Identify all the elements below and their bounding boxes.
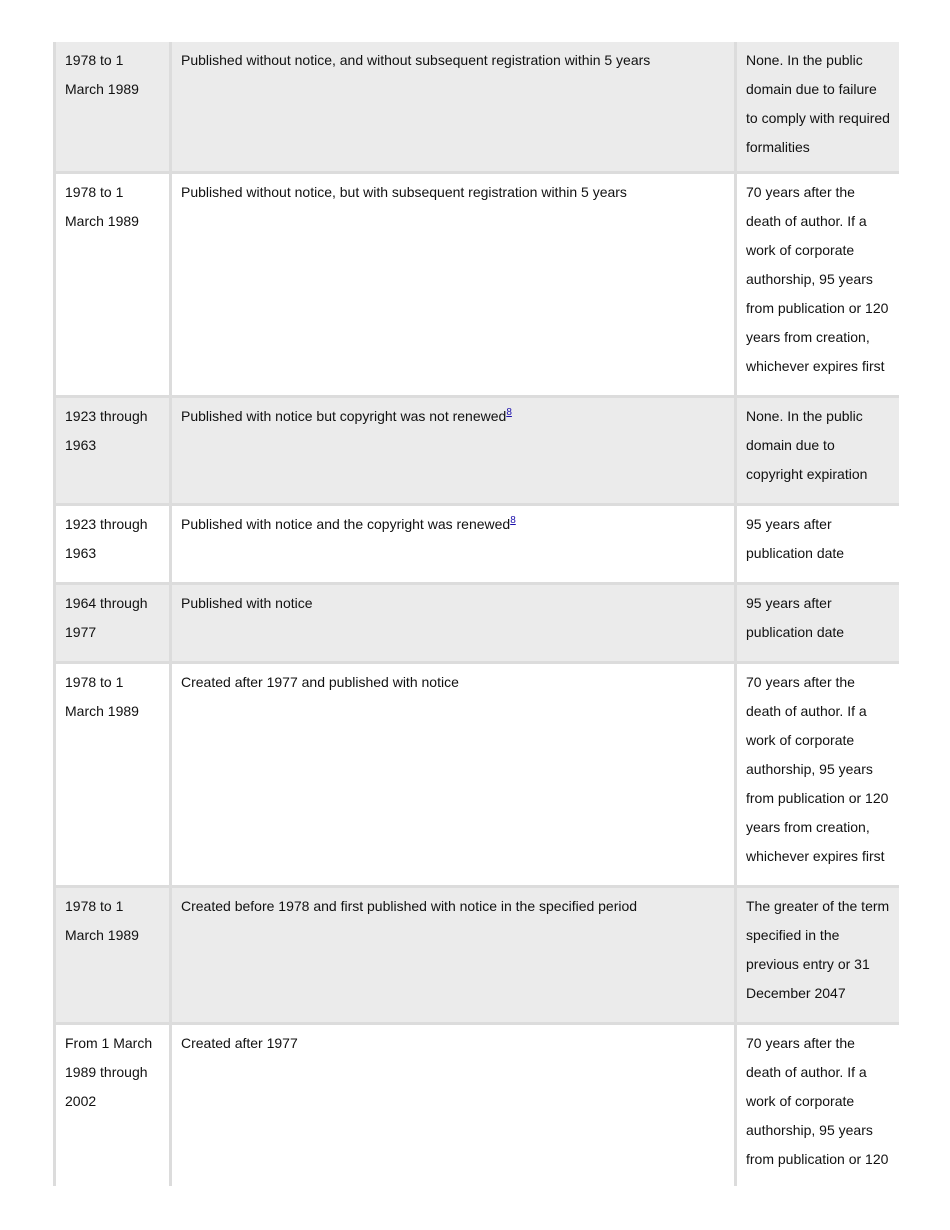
table-row [55, 505, 900, 584]
term-cell: 95 years after publication date [736, 505, 900, 584]
condition-cell: Published without notice, and without subsequent registration within 5 years [171, 42, 736, 173]
date-cell: 1923 through 1963 [55, 505, 171, 584]
footnote-link[interactable]: 8 [506, 407, 512, 418]
table-row [55, 1024, 900, 1187]
term-cell: 70 years after the death of author. If a work of corporate authorship, 95 years from publication or 120 years from creation, whichever expires first [736, 173, 900, 397]
table-row [55, 584, 900, 663]
condition-cell [171, 505, 736, 584]
date-cell: 1978 to 1 March 1989 [55, 887, 171, 1024]
table-row [55, 663, 900, 887]
table-row [55, 173, 900, 397]
date-cell: 1923 through 1963 [55, 397, 171, 505]
document-page [53, 42, 899, 1186]
date-cell: From 1 March 1989 through 2002 [55, 1024, 171, 1187]
condition-text: Published with notice but copyright was not renewed [181, 408, 507, 424]
date-cell: 1978 to 1 March 1989 [55, 42, 171, 173]
term-cell: 70 years after the death of author. If a work of corporate authorship, 95 years from publication or 120 years from creation, whichever expires first [736, 663, 900, 887]
condition-cell [171, 397, 736, 505]
table-row [55, 397, 900, 505]
condition-cell: Created before 1978 and first published with notice in the specified period [171, 887, 736, 1024]
date-cell: 1964 through 1977 [55, 584, 171, 663]
term-cell: None. In the public domain due to failure to comply with required formalities [736, 42, 900, 173]
date-cell: 1978 to 1 March 1989 [55, 173, 171, 397]
term-cell: 70 years after the death of author. If a work of corporate authorship, 95 years from publication or 120 [736, 1024, 900, 1187]
date-cell: 1978 to 1 March 1989 [55, 663, 171, 887]
condition-text: Published with notice and the copyright was renewed [181, 516, 511, 532]
condition-cell: Published with notice [171, 584, 736, 663]
condition-cell: Published without notice, but with subsequent registration within 5 years [171, 173, 736, 397]
condition-cell: Created after 1977 [171, 1024, 736, 1187]
table-row [55, 42, 900, 173]
table-row [55, 887, 900, 1024]
term-cell: The greater of the term specified in the previous entry or 31 December 2047 [736, 887, 900, 1024]
term-cell: None. In the public domain due to copyright expiration [736, 397, 900, 505]
term-cell: 95 years after publication date [736, 584, 900, 663]
condition-cell: Created after 1977 and published with notice [171, 663, 736, 887]
footnote-link[interactable]: 8 [510, 515, 516, 526]
copyright-term-table [53, 42, 899, 1186]
